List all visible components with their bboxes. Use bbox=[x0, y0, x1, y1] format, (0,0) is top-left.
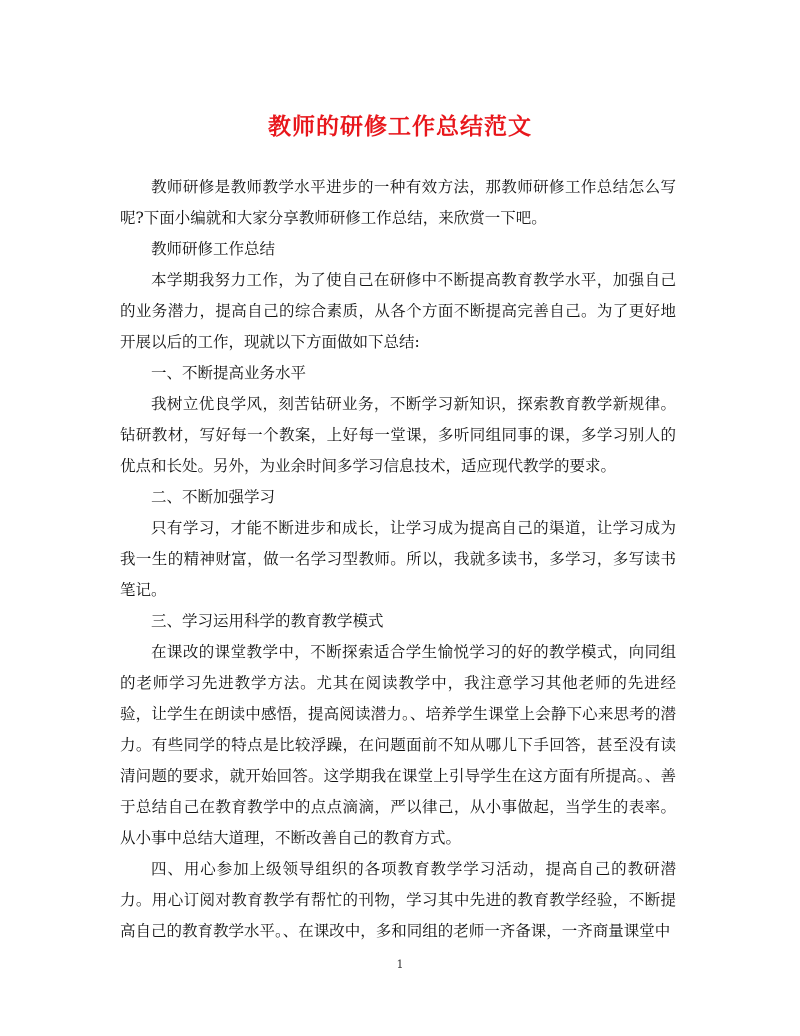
body-paragraph: 在课改的课堂教学中，不断探索适合学生愉悦学习的好的教学模式，向同组的老师学习先进教学方法。尤其在阅读教学中，我注意学习其他老师的先进经验，让学生在朗读中感悟，提高阅读潜力。、培养学生课堂上会静下心来思考的潜力。有些同学的特点是比较浮躁，在问题面前不知从哪儿下手回答，甚至没有读清问题的要求，就开始回答。这学期我在课堂上引导学生在这方面有所提高。、善于总结自己在教育教学中的点点滴滴，严以律己，从小事做起，当学生的表率。从小事中总结大道理，不断改善自己的教育方式。 bbox=[120, 643, 676, 847]
intro-paragraph: 教师研修是教师教学水平进步的一种有效方法，那教师研修工作总结怎么写呢?下面小编就和大家分享教师研修工作总结，来欣赏一下吧。 bbox=[120, 178, 676, 227]
section-heading: 三、学习运用科学的教育教学模式 bbox=[151, 612, 384, 630]
section-heading: 一、不断提高业务水平 bbox=[151, 364, 307, 382]
body-paragraph: 四、用心参加上级领导组织的各项教育教学学习活动，提高自己的教研潜力。用心订阅对教育教学有帮忙的刊物，学习其中先进的教育教学经验，不断提高自己的教育教学水平。、在课改中，多和同组的老师一齐备课，一齐商量课堂中 bbox=[120, 860, 676, 940]
body-paragraph: 本学期我努力工作，为了使自己在研修中不断提高教育教学水平，加强自己的业务潜力，提高自己的综合素质，从各个方面不断提高完善自己。为了更好地开展以后的工作，现就以下方面做如下总结: bbox=[120, 271, 676, 351]
body-paragraph: 只有学习，才能不断进步和成长，让学习成为提高自己的渠道，让学习成为我一生的精神财富，做一名学习型教师。所以，我就多读书，多学习，多写读书笔记。 bbox=[120, 519, 676, 599]
document-title: 教师的研修工作总结范文 bbox=[268, 113, 532, 140]
section-heading: 教师研修工作总结 bbox=[151, 240, 276, 258]
page-number: 1 bbox=[396, 958, 404, 971]
body-paragraph: 我树立优良学风，刻苦钻研业务，不断学习新知识，探索教育教学新规律。钻研教材，写好每一个教案，上好每一堂课，多听同组同事的课，多学习别人的优点和长处。另外，为业余时间多学习信息技术，适应现代教学的要求。 bbox=[120, 395, 676, 475]
section-heading: 二、不断加强学习 bbox=[151, 488, 276, 506]
document-body bbox=[120, 172, 676, 947]
